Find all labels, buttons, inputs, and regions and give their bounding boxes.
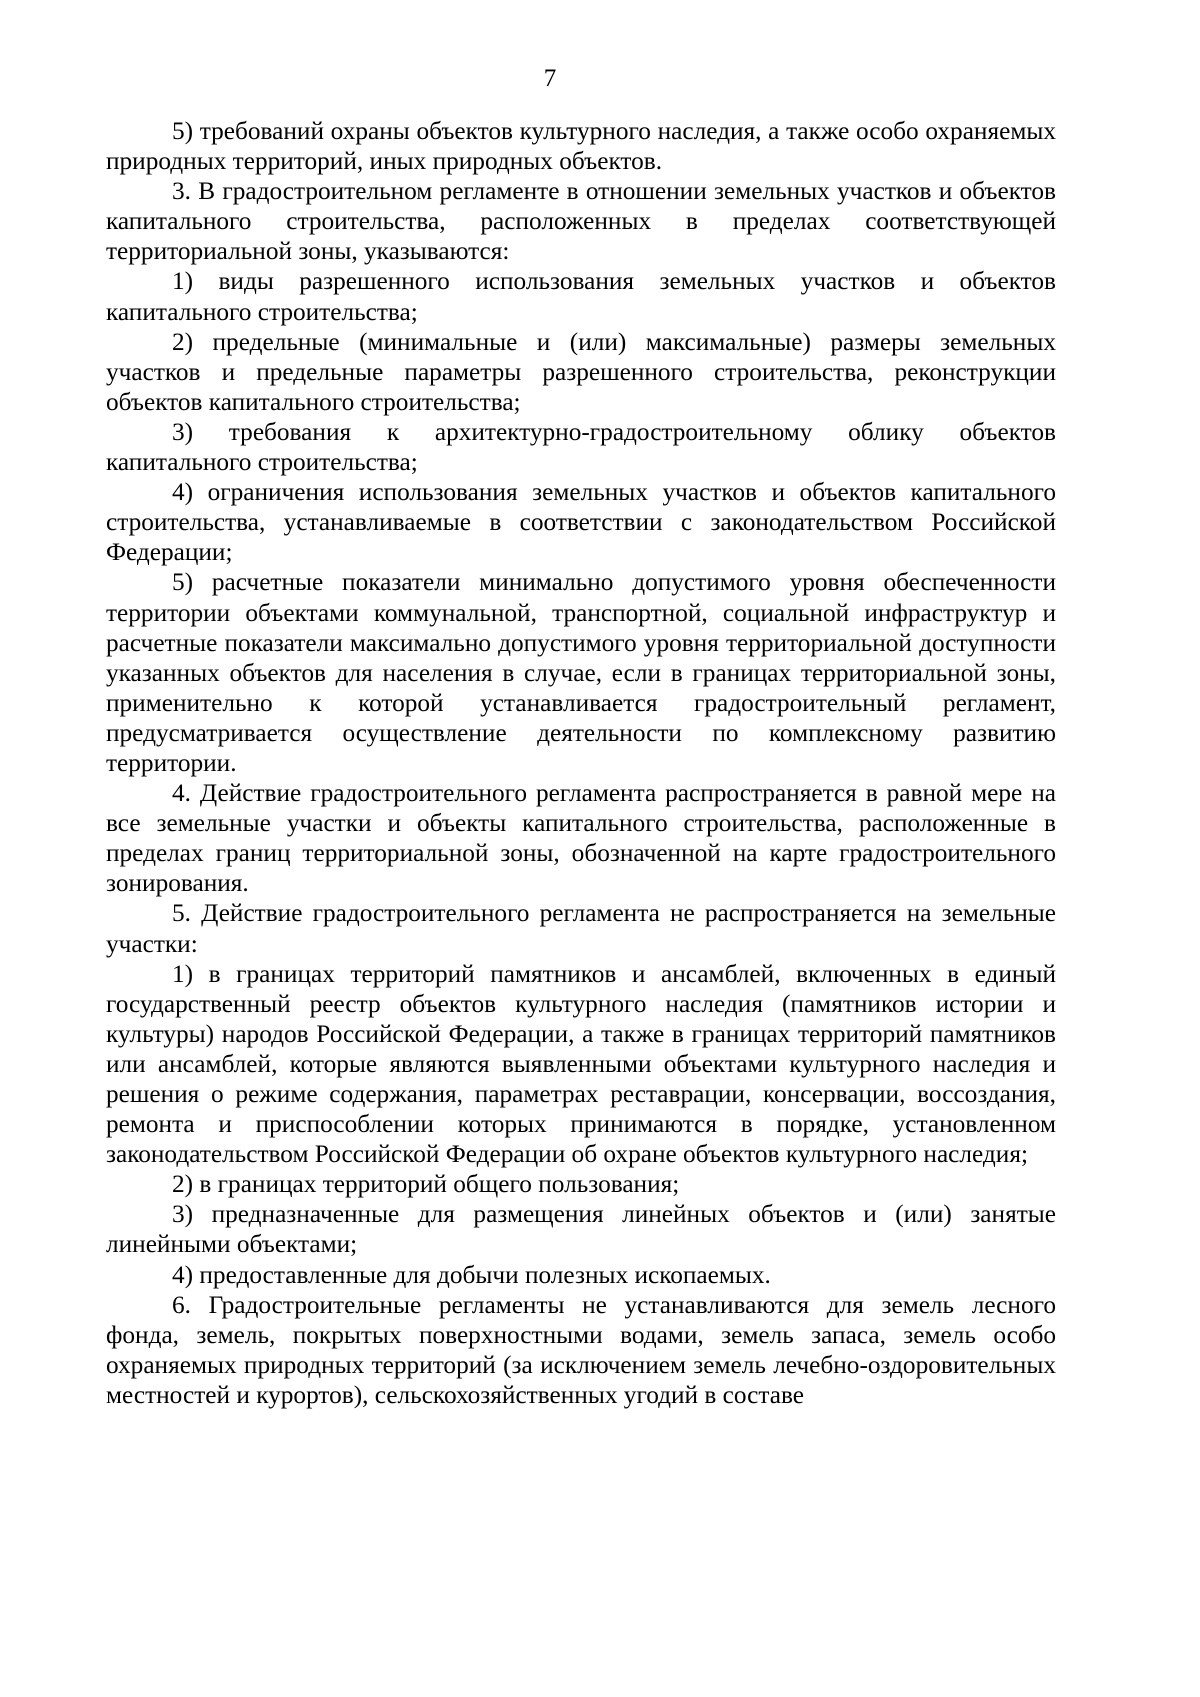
paragraph-item-2-public-use: 2) в границах территорий общего пользования; [172,1170,680,1199]
paragraph-item-3-linear-objects: 3) предназначенные для размещения линейных объектов и (или) занятые линейными объектами; [106,1200,1056,1259]
paragraph-clause-5: 5. Действие градостроительного регламента не распространяется на земельные участки: [106,899,1056,958]
paragraph-item-5-indicators: 5) расчетные показатели минимально допустимого уровня обеспеченности территории объектами коммунальной, транспортной, социальной инфраструктур и расчетные показатели максимально допустимого уровня территориальной доступности указанных объектов для населения в случае, если в границах территориальной зоны, применительно к которой устанавливается градостроительный регламент, предусматривается осуществление деятельности по комплексному развитию территории. [106,568,1056,777]
paragraph-clause-3: 3. В градостроительном регламенте в отношении земельных участков и объектов капитального строительства, расположенных в пределах соответствующей территориальной зоны, указываются: [106,177,1056,266]
paragraph-item-1-monuments: 1) в границах территорий памятников и ансамблей, включенных в единый государственный реестр объектов культурного наследия (памятников истории и культуры) народов Российской Федерации, а также в границах территорий памятников или ансамблей, которые являются выявленными объектами культурного наследия и решения о режиме содержания, параметрах реставрации, консервации, воссоздания, ремонта и приспособлении которых принимаются в порядке, установленном законодательством Российской Федерации об охране объектов культурного наследия; [106,959,1056,1169]
paragraph-item-3-architecture: 3) требования к архитектурно-градостроительному облику объектов капитального строительства; [106,417,1056,477]
paragraph-item-5-heritage: 5) требований охраны объектов культурного наследия, а также особо охраняемых природных территорий, иных природных объектов. [106,117,1056,176]
page-number: 7 [543,65,557,92]
document-body [106,116,1056,1410]
paragraph-clause-6: 6. Градостроительные регламенты не устанавливаются для земель лесного фонда, земель, покрытых поверхностными водами, земель запаса, земель особо охраняемых природных территорий (за исключением земель лечебно-оздоровительных местностей и курортов), сельскохозяйственных угодий в составе [106,1290,1056,1409]
paragraph-item-1-permitted-use: 1) виды разрешенного использования земельных участков и объектов капитального строительства; [106,267,1056,326]
paragraph-item-4-mining: 4) предоставленные для добычи полезных ископаемых. [172,1260,771,1289]
paragraph-item-2-limit-sizes: 2) предельные (минимальные и (или) максимальные) размеры земельных участков и предельные параметры разрешенного строительства, реконструкции объектов капитального строительства; [106,327,1056,416]
paragraph-clause-4: 4. Действие градостроительного регламента распространяется в равной мере на все земельные участки и объекты капитального строительства, расположенные в пределах границ территориальной зоны, обозначенной на карте градостроительного зонирования. [106,779,1056,898]
paragraph-item-4-restrictions: 4) ограничения использования земельных участков и объектов капитального строительства, устанавливаемые в соответствии с законодательством Российской Федерации; [106,478,1056,567]
